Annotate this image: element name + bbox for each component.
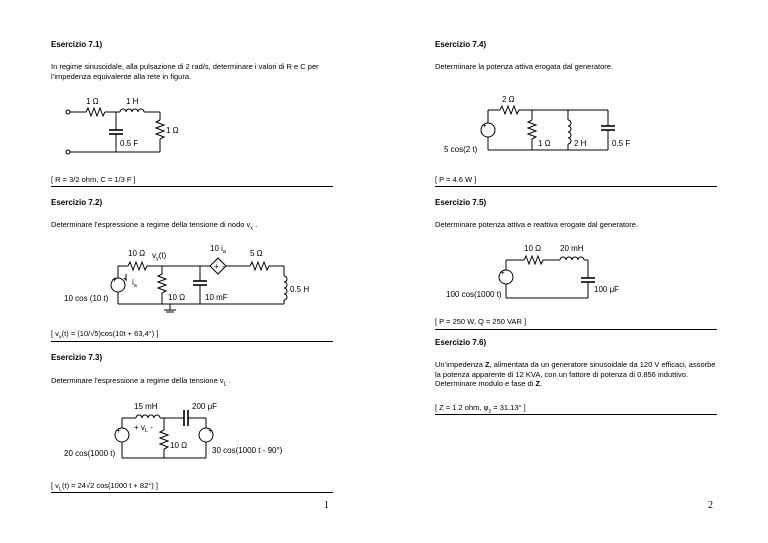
- exercise-title: Esercizio 7.3): [51, 353, 103, 362]
- exercise-7-1-answer: [51, 175, 333, 184]
- circuit-7-4: [442, 90, 642, 167]
- exercise-7-2: [51, 198, 333, 207]
- inductor-label: 1 H: [126, 97, 139, 106]
- exercise-statement: Un’impedenza Z, alimentata da un generatore sinusoidale da 120 V efficaci, assorbe la potenza apparente di 12 KVA, con un fattore di potenza di 0.856 induttivo. Determinare modulo e fase di Z.: [435, 360, 716, 388]
- exercise-7-4-text: [435, 62, 720, 72]
- resistor-label: 2 Ω: [502, 95, 515, 104]
- resistor-label: 1 Ω: [86, 97, 99, 106]
- resistor-label: 10 Ω: [170, 441, 188, 450]
- exercise-7-1-text: [51, 62, 336, 81]
- voltage-label: + $v_L$ -: [134, 423, 153, 434]
- resistor-label: 10 Ω: [128, 249, 146, 258]
- resistor-label: 5 Ω: [250, 249, 263, 258]
- dependent-source-label: 10 $i_a$: [210, 244, 226, 255]
- page-number: 1: [324, 500, 329, 511]
- exercise-title: Esercizio 7.5): [435, 198, 487, 207]
- source-polarity: +: [112, 275, 117, 284]
- capacitor-label: 0.5 F: [612, 139, 631, 148]
- exercise-statement: Determinare la potenza attiva erogata dal generatore.: [435, 62, 614, 71]
- inductor-label: 2 H: [574, 139, 587, 148]
- exercise-7-5-answer: [435, 317, 717, 326]
- source-label: 100 cos(1000 t): [446, 290, 502, 299]
- capacitor-label: 0.5 F: [120, 139, 139, 148]
- exercise-7-6: [435, 338, 717, 347]
- capacitor-label: 10 mF: [205, 293, 228, 302]
- resistor-label: 10 Ω: [168, 293, 186, 302]
- divider: [51, 341, 333, 342]
- divider: [51, 492, 333, 493]
- circuit-7-1: [60, 92, 200, 163]
- dependent-source-minus: -: [222, 262, 225, 271]
- exercise-7-2-text: [51, 220, 336, 234]
- source-label: 5 cos(2 t): [444, 145, 478, 154]
- exercise-statement: In regime sinusoidale, alla pulsazione di 2 rad/s, determinare i valori di R e C per l’impedenza equivalente alla rete in figura.: [51, 62, 319, 81]
- source-polarity: +: [208, 426, 213, 435]
- circuit-7-5: [444, 240, 644, 311]
- answer: [ R = 3/2 ohm, C = 1/3 F ]: [51, 175, 136, 184]
- source-label: 20 cos(1000 t): [64, 449, 116, 458]
- exercise-statement: Determinare l’espressione a regime della tensione $v_L$ .: [51, 376, 231, 388]
- answer: [ $v_L(t) = 24√2$ cos(1000 t + 82°) ]: [51, 481, 158, 493]
- resistor-label: 10 Ω: [524, 244, 542, 253]
- exercise-7-6-answer: [435, 403, 717, 415]
- answer: [ P = 4.6 W ]: [435, 175, 477, 184]
- capacitor-label: 100 μF: [594, 285, 620, 294]
- source-polarity: +: [116, 426, 121, 435]
- exercise-7-4: [435, 40, 717, 49]
- circuit-7-2: [60, 238, 320, 321]
- dependent-source-plus: +: [214, 262, 219, 271]
- source-polarity: +: [500, 268, 505, 277]
- exercise-7-5: [435, 198, 717, 207]
- page-2: [384, 0, 768, 543]
- exercise-title: Esercizio 7.1): [51, 40, 103, 49]
- exercise-title: Esercizio 7.4): [435, 40, 487, 49]
- node-voltage-label: $v_y(t)$: [152, 251, 167, 262]
- exercise-7-4-answer: [435, 175, 717, 184]
- circuit-7-3: [60, 400, 300, 469]
- divider: [435, 329, 717, 330]
- answer: [ P = 250 W, Q = 250 VAR ]: [435, 317, 527, 326]
- source-label: 10 cos (10 t): [64, 294, 109, 303]
- answer: [ $v_x(t) = (10/√5)\cos(10t + 63,4^\circ)$ ]: [51, 329, 159, 341]
- divider: [435, 414, 717, 415]
- source-polarity: +: [482, 121, 487, 130]
- divider: [435, 186, 717, 187]
- answer: [ Z = 1.2 ohm, $\varphi_z = 31.13^\circ$ ]: [435, 403, 526, 415]
- inductor-label: 20 mH: [560, 244, 584, 253]
- current-label: $i_a$: [132, 278, 137, 289]
- exercise-statement: Determinare potenza attiva e reattiva erogate dal generatore.: [435, 220, 639, 229]
- exercise-7-3: [51, 353, 333, 362]
- inductor-label: 15 mH: [134, 402, 158, 411]
- source-label: 30 cos(1000 t - 90°): [212, 446, 283, 455]
- exercise-title: Esercizio 7.6): [435, 338, 487, 347]
- inductor-label: 0.5 H: [290, 285, 310, 294]
- exercise-7-5-text: [435, 220, 720, 230]
- resistor-label: 1 Ω: [166, 126, 179, 135]
- exercise-7-3-answer: [51, 481, 333, 493]
- exercise-7-2-answer: [51, 329, 333, 341]
- exercise-7-6-text: [435, 360, 723, 389]
- resistor-label: 1 Ω: [538, 139, 551, 148]
- page-number: 2: [708, 500, 713, 511]
- exercise-statement: Determinare l’espressione a regime della tensione di nodo $v_x$ .: [51, 220, 258, 232]
- exercise-7-1: [51, 40, 333, 49]
- exercise-7-3-text: [51, 376, 336, 390]
- capacitor-label: 200 μF: [192, 402, 218, 411]
- divider: [51, 186, 333, 187]
- exercise-title: Esercizio 7.2): [51, 198, 103, 207]
